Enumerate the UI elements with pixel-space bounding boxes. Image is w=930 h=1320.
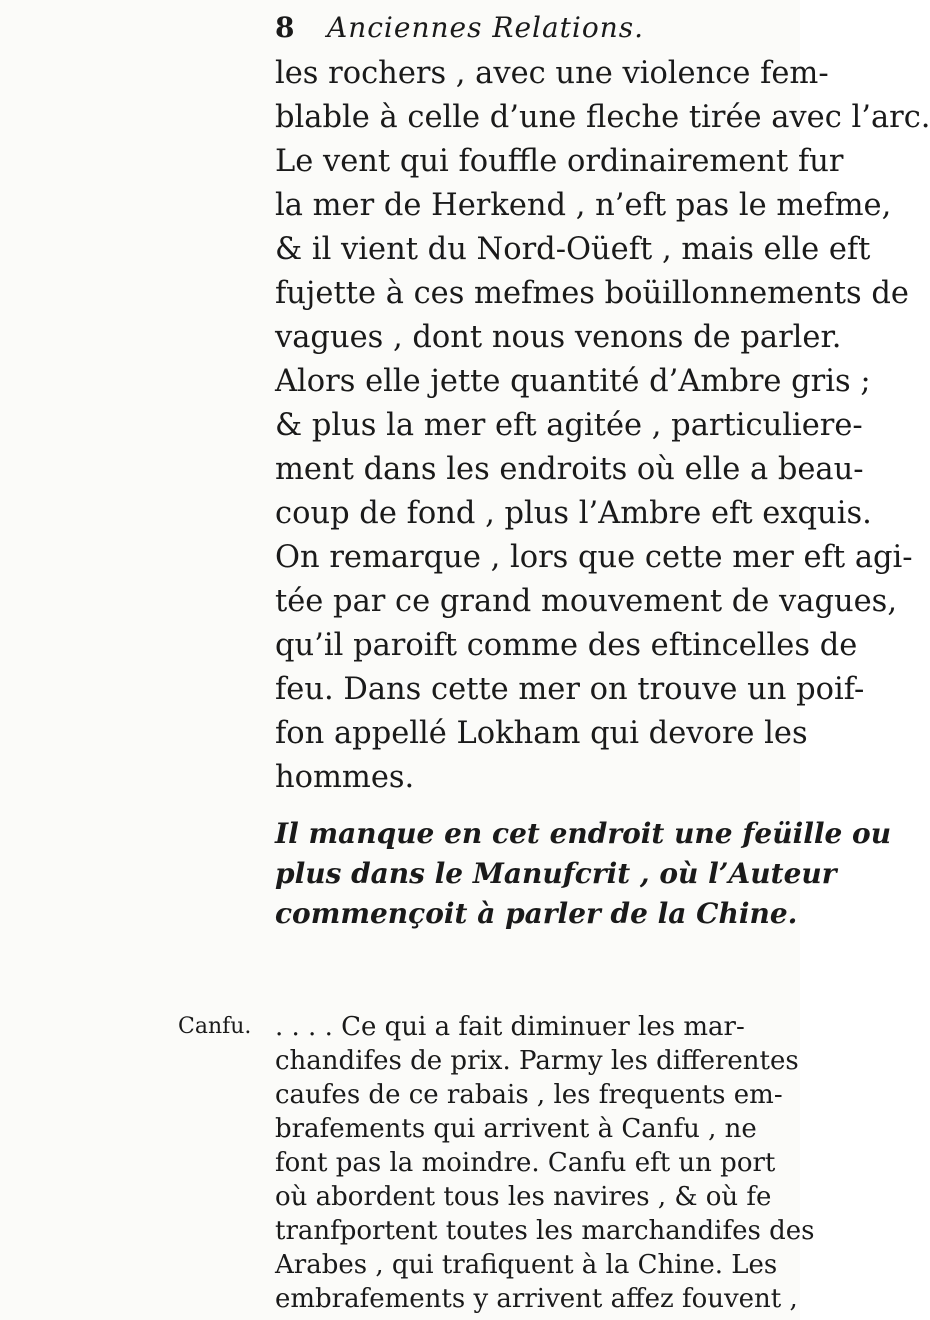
text-line: Alors elle jette quantité d’Ambre gris ; <box>275 364 871 399</box>
page-header <box>275 8 795 48</box>
text-line: tée par ce grand mouvement de vagues, <box>275 584 898 619</box>
text-line: font pas la moindre. Canfu eft un port <box>275 1148 776 1178</box>
text-line: fujette à ces mefmes boüillonnements de <box>275 276 909 311</box>
text-line: les rochers , avec une violence fem- <box>275 56 829 91</box>
text-line: . . . . Ce qui a fait diminuer les mar- <box>275 1012 745 1042</box>
text-line: qu’il paroift comme des eftincelles de <box>275 628 858 663</box>
text-line: chandifes de prix. Parmy les differentes <box>275 1046 799 1076</box>
text-line: brafements qui arrivent à Canfu , ne <box>275 1114 757 1144</box>
text-line: embrafements y arrivent affez fouvent , <box>275 1284 798 1314</box>
italic-note-line: commençoit à parler de la Chine. <box>275 897 798 930</box>
text-line: & il vient du Nord-Oüeft , mais elle eft <box>275 232 871 267</box>
italic-note-line: Il manque en cet endroit une feüille ou <box>275 817 892 850</box>
text-line: caufes de ce rabais , les frequents em- <box>275 1080 783 1110</box>
text-line: Le vent qui fouffle ordinairement fur <box>275 144 844 179</box>
text-line: feu. Dans cette mer on trouve un poif- <box>275 672 865 707</box>
text-line: On remarque , lors que cette mer eft agi- <box>275 540 913 575</box>
text-line: la mer de Herkend , n’eft pas le mefme, <box>275 188 892 223</box>
page-number: 8 <box>275 11 295 44</box>
text-line: coup de fond , plus l’Ambre eft exquis. <box>275 496 872 531</box>
running-title: Anciennes Relations. <box>327 11 645 44</box>
margin-note: Canfu. <box>178 1014 252 1039</box>
text-line: Arabes , qui trafiquent à la Chine. Les <box>275 1250 778 1280</box>
text-line: hommes. <box>275 760 415 795</box>
italic-note-line: plus dans le Manufcrit , où l’Auteur <box>275 857 837 890</box>
text-line: vagues , dont nous venons de parler. <box>275 320 842 355</box>
text-line: où abordent tous les navires , & où fe <box>275 1182 772 1212</box>
text-line: blable à celle d’une fleche tirée avec l’arc. <box>275 100 930 135</box>
text-line: tranfportent toutes les marchandifes des <box>275 1216 815 1246</box>
text-line: & plus la mer eft agitée , particuliere- <box>275 408 863 443</box>
text-line: fon appellé Lokham qui devore les <box>275 716 808 751</box>
text-line: ment dans les endroits où elle a beau- <box>275 452 864 487</box>
